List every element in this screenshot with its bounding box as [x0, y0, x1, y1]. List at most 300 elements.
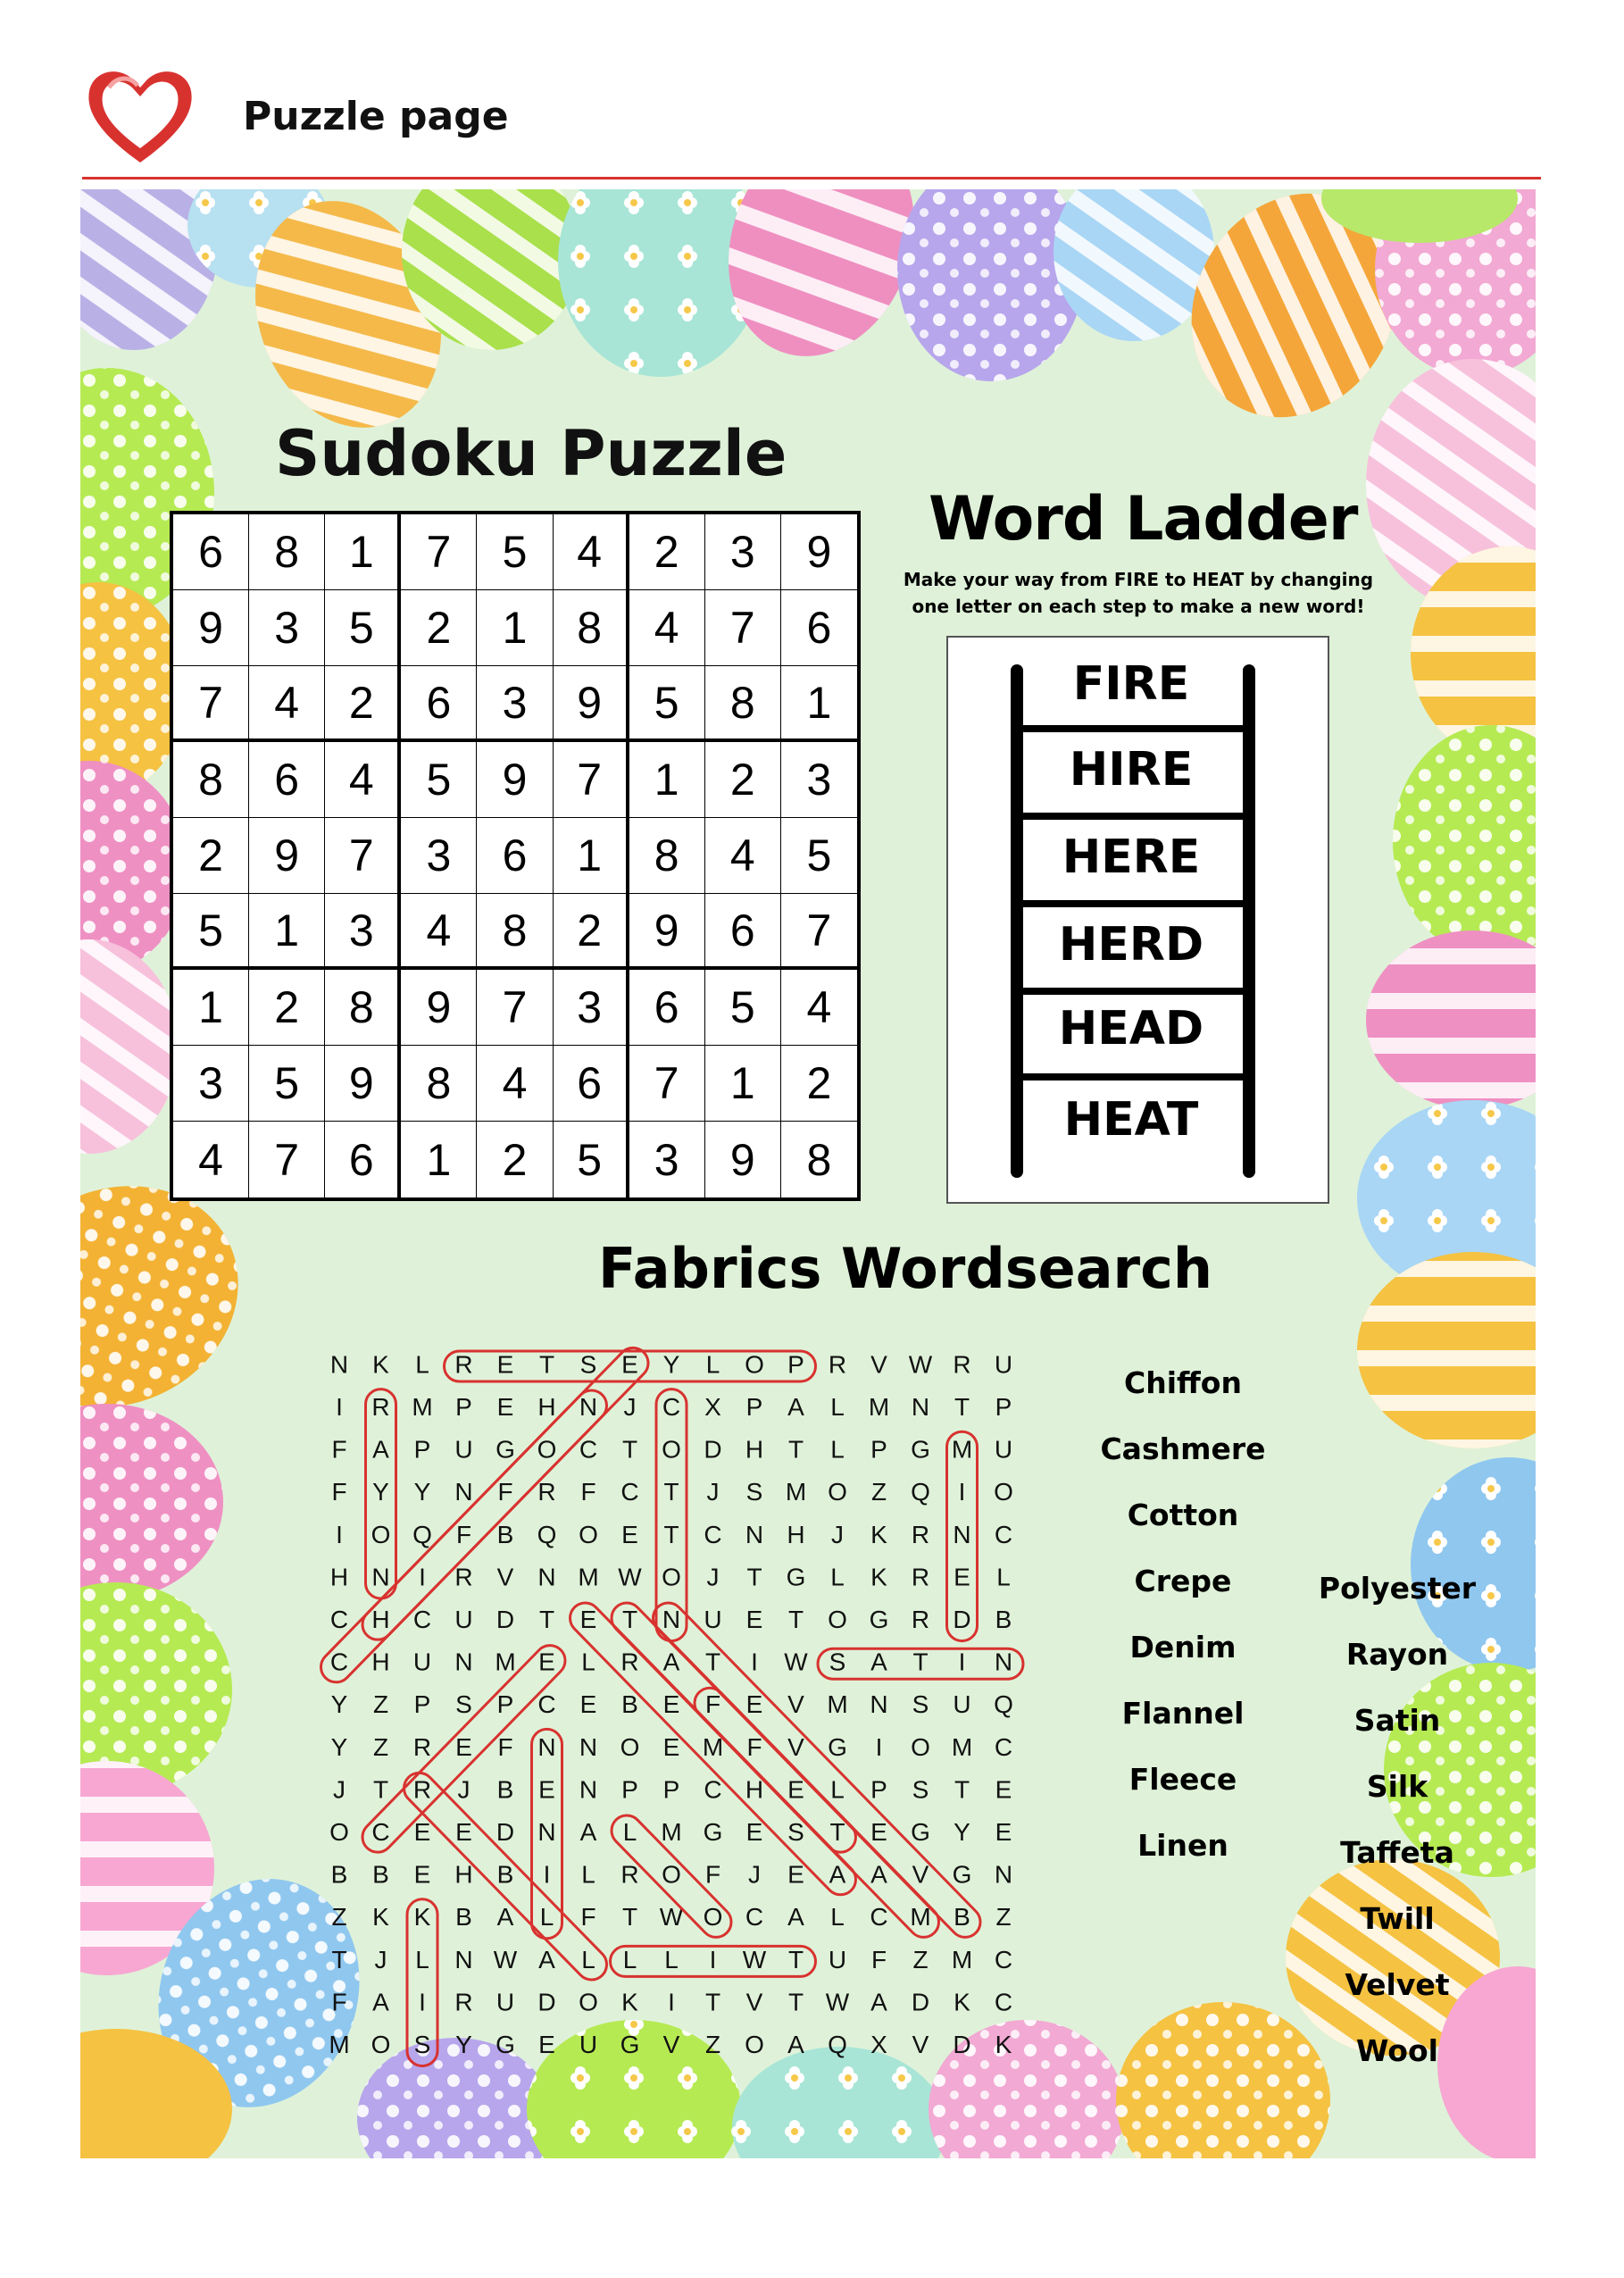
wordsearch-letter: Y: [372, 1478, 389, 1506]
wordsearch-letter: E: [579, 1690, 597, 1719]
sudoku-cell: 5: [325, 590, 401, 666]
wordsearch-letter: R: [371, 1392, 390, 1421]
wordsearch-letter: F: [704, 1860, 721, 1889]
wordsearch-word: Satin: [1353, 1703, 1441, 1738]
wordsearch-letter: K: [372, 1903, 389, 1932]
sudoku-cell: 1: [629, 742, 705, 818]
sudoku-cell: 9: [705, 1122, 781, 1197]
wordsearch-letter: I: [709, 1945, 717, 1973]
wordsearch-letter: M: [868, 1392, 890, 1421]
wordsearch-letter: V: [912, 1860, 929, 1889]
wordsearch-letter: R: [953, 1350, 971, 1379]
wordsearch-letter: L: [622, 1945, 637, 1973]
sudoku-cell: 1: [477, 590, 553, 666]
wordsearch-letter: C: [994, 1945, 1013, 1973]
wordsearch-letter: W: [618, 1563, 642, 1591]
wordsearch-letter: G: [828, 1732, 847, 1761]
wordsearch-word: Taffeta: [1340, 1835, 1454, 1870]
sudoku-cell: 2: [477, 1122, 553, 1197]
sudoku-cell: 3: [705, 514, 781, 590]
wordsearch-letter: N: [371, 1563, 390, 1591]
sudoku-cell: 5: [781, 818, 857, 894]
sudoku-cell: 8: [806, 1134, 832, 1185]
wordsearch-letter: C: [579, 1435, 598, 1464]
sudoku-cell: 2: [705, 742, 781, 818]
wordsearch-letter: J: [457, 1775, 471, 1804]
sudoku-cell: 4: [249, 666, 325, 742]
wordsearch-letter: H: [371, 1605, 390, 1633]
wordsearch-letter: C: [994, 1520, 1013, 1548]
wordsearch-word: Rayon: [1345, 1637, 1449, 1672]
sudoku-cell: 8: [705, 666, 781, 742]
wordsearch-letter: P: [621, 1775, 638, 1804]
ladder-step-word: HIRE: [1069, 743, 1194, 797]
sudoku-cell: 3: [325, 894, 401, 970]
wordsearch-letter: O: [579, 1988, 598, 2016]
sudoku-cell: 7: [781, 894, 857, 970]
wordsearch-letter: B: [496, 1860, 514, 1889]
wordsearch-letter: U: [454, 1605, 473, 1633]
sudoku-cell: 4: [705, 818, 781, 894]
wordsearch-title: Fabrics Wordsearch: [598, 1236, 1212, 1301]
wordsearch-letter: F: [331, 1478, 347, 1506]
wordsearch-letter: M: [827, 1690, 848, 1719]
wordsearch-letter: T: [663, 1520, 679, 1548]
wordsearch-letter: M: [412, 1392, 433, 1421]
sudoku-title: Sudoku Puzzle: [275, 417, 787, 490]
wordsearch-letter: B: [621, 1690, 638, 1719]
wordsearch-letter: N: [454, 1945, 473, 1973]
wordsearch-letter: V: [745, 1988, 763, 2016]
wordsearch-letter: A: [372, 1988, 389, 2016]
wordsearch-letter: L: [830, 1775, 845, 1804]
wordsearch-letter: E: [745, 1690, 763, 1719]
sudoku-cell: 3: [173, 1046, 249, 1122]
wordsearch-letter: E: [455, 1817, 472, 1846]
sudoku-cell: 8: [401, 1046, 477, 1122]
wordsearch-letter: I: [668, 1988, 675, 2016]
wordsearch-letter: W: [742, 1945, 767, 1973]
wordsearch-letter: K: [995, 2030, 1012, 2058]
wordsearch-letter: B: [995, 1605, 1012, 1633]
wordsearch-letter: B: [372, 1860, 389, 1889]
sudoku-cell: 2: [401, 590, 477, 666]
wordsearch-letter: O: [994, 1478, 1013, 1506]
wordsearch-letter: Z: [995, 1903, 1012, 1932]
wordsearch-letter: E: [538, 2030, 555, 2058]
wordsearch-letter: L: [415, 1350, 429, 1379]
wordsearch-letter: P: [413, 1690, 431, 1719]
found-word-loop: [688, 1681, 945, 1943]
wordsearch-letter: N: [579, 1732, 598, 1761]
sudoku-cell: 1: [249, 894, 325, 970]
wordsearch-letter: A: [496, 1903, 514, 1932]
wordsearch-letter: Z: [331, 1903, 347, 1932]
sudoku-cell: 2: [781, 1046, 857, 1122]
wordsearch-word: Wool: [1356, 2033, 1438, 2068]
wordsearch-letter: O: [828, 1605, 847, 1633]
wordsearch-letter: Z: [912, 1945, 929, 1973]
sudoku-cell: 6: [173, 514, 249, 590]
sudoku-cell: 1: [781, 666, 857, 742]
wordsearch-letter: O: [662, 1435, 681, 1464]
wordsearch-letter: X: [704, 1392, 721, 1421]
wordsearch-letter: I: [336, 1520, 343, 1548]
wordsearch-letter: A: [870, 1860, 887, 1889]
wordsearch-letter: M: [329, 2030, 350, 2058]
sudoku-cell: 6: [554, 1046, 629, 1122]
wordsearch-letter: M: [951, 1732, 973, 1761]
sudoku-cell: 9: [325, 1046, 401, 1122]
wordsearch-letter: P: [787, 1350, 804, 1379]
wordsearch-letter: H: [537, 1392, 556, 1421]
wordsearch-letter: V: [870, 1350, 887, 1379]
wordsearch-letter: Y: [413, 1478, 431, 1506]
wordsearch-letter: S: [579, 1350, 597, 1379]
wordsearch-letter: T: [787, 1435, 804, 1464]
sudoku-cell: 3: [554, 970, 629, 1046]
wordsearch-letter: N: [454, 1648, 473, 1676]
wordsearch-letter: N: [870, 1690, 888, 1719]
wordsearch-letter: S: [912, 1775, 929, 1804]
wordsearch-letter: L: [581, 1945, 595, 1973]
wordsearch-letter: N: [953, 1520, 971, 1548]
sudoku-cell: 5: [705, 970, 781, 1046]
sudoku-cell: 7: [249, 1122, 325, 1197]
wordsearch-letter: B: [496, 1775, 514, 1804]
wordsearch-letter: K: [870, 1563, 887, 1591]
wordsearch-word: Fleece: [1128, 1762, 1237, 1797]
wordsearch-letter: K: [413, 1903, 431, 1932]
wordsearch-letter: M: [951, 1945, 973, 1973]
wordsearch-letter: E: [496, 1350, 514, 1379]
wordsearch-letter: A: [662, 1648, 680, 1676]
sudoku-cell: 3: [629, 1122, 705, 1197]
wordsearch-letter: W: [493, 1945, 518, 1973]
wordsearch-letter: W: [908, 1350, 933, 1379]
wordsearch-letter: E: [621, 1520, 638, 1548]
wordsearch-letter: H: [787, 1520, 805, 1548]
sudoku-cell: 8: [325, 970, 401, 1046]
wordsearch-letter: O: [371, 2030, 391, 2058]
sudoku-cell: 5: [249, 1046, 325, 1122]
sudoku-cell: 8: [249, 514, 325, 590]
wordsearch-letter: J: [706, 1478, 720, 1506]
wordsearch-letter: L: [664, 1945, 679, 1973]
wordsearch-letter: U: [454, 1435, 473, 1464]
wordsearch-letter: S: [745, 1478, 763, 1506]
wordsearch-letter: Q: [994, 1690, 1013, 1719]
sudoku-cell: 6: [781, 590, 857, 666]
wordsearch-letter: F: [331, 1988, 347, 2016]
wordsearch-letter: T: [746, 1563, 762, 1591]
wordsearch-letter: C: [704, 1775, 722, 1804]
wordsearch-letter: P: [455, 1392, 472, 1421]
sudoku-cell: 2: [249, 970, 325, 1046]
wordsearch-letter: R: [911, 1605, 930, 1633]
wordsearch-letter: X: [870, 2030, 887, 2058]
sudoku-cell: 2: [173, 818, 249, 894]
wordsearch-letter: S: [912, 1690, 929, 1719]
sudoku-cell: 9: [781, 514, 857, 590]
page-title: Puzzle page: [243, 94, 509, 139]
wordsearch-word: Twill: [1360, 1901, 1435, 1936]
wordsearch-letter: N: [911, 1392, 930, 1421]
wordsearch-letter: A: [829, 1860, 846, 1889]
wordsearch-letter: E: [538, 1648, 555, 1676]
wordsearch-letter: Z: [870, 1478, 887, 1506]
wordsearch-letter: U: [953, 1690, 971, 1719]
wordsearch-words-right: [1303, 1556, 1491, 2084]
wordsearch-letter: A: [787, 1903, 804, 1932]
wordsearch-letter: P: [995, 1392, 1012, 1421]
wordsearch-letter: N: [579, 1392, 598, 1421]
wordsearch-letter: U: [994, 1435, 1013, 1464]
wordsearch-letter: C: [662, 1392, 681, 1421]
header-divider: [82, 177, 1541, 179]
sudoku-cell: 4: [781, 970, 857, 1046]
wordsearch-letter: H: [745, 1775, 764, 1804]
wordsearch-letter: O: [579, 1520, 598, 1548]
wordsearch-letter: G: [786, 1563, 806, 1591]
wordsearch-letter: M: [910, 1903, 931, 1932]
sudoku-cell: 3: [249, 590, 325, 666]
wordsearch-letter: N: [329, 1350, 349, 1379]
wordsearch-letter: D: [704, 1435, 722, 1464]
wordsearch-letter: V: [912, 2030, 929, 2058]
wordsearch-word: Crepe: [1134, 1564, 1232, 1598]
sudoku-cell: 6: [401, 666, 477, 742]
wordsearch-letter: G: [911, 1817, 930, 1846]
wordsearch-letter: R: [620, 1648, 639, 1676]
wordsearch-letter: C: [412, 1605, 432, 1633]
sudoku-cell: 9: [554, 666, 629, 742]
wordsearch-letter: E: [662, 1732, 680, 1761]
wordsearch-letter: W: [659, 1903, 684, 1932]
wordsearch-letter: Y: [662, 1350, 680, 1379]
wordsearch-letter: G: [911, 1435, 930, 1464]
wordsearch-letter: D: [496, 1817, 515, 1846]
wordsearch-letter: P: [870, 1775, 887, 1804]
wordsearch-letter: T: [704, 1648, 721, 1676]
wordsearch-letter: N: [662, 1605, 681, 1633]
puzzle-poster: [80, 189, 1536, 2158]
ladder-step-word: HERD: [1058, 918, 1204, 972]
wordsearch-letter: L: [705, 1350, 720, 1379]
wordsearch-letter: F: [497, 1732, 513, 1761]
wordsearch-letter: T: [621, 1605, 638, 1633]
found-word-loop: [605, 1597, 862, 1858]
sudoku-cell: 6: [325, 1122, 401, 1197]
wordsearch-letter: O: [537, 1435, 557, 1464]
wordsearch-word: Velvet: [1345, 1967, 1450, 2002]
wordsearch-letter: T: [621, 1903, 638, 1932]
sudoku-cell: 7: [325, 818, 401, 894]
sudoku-cell: 7: [173, 666, 249, 742]
wordsearch-letter: Q: [537, 1520, 557, 1548]
wordsearch-letter: E: [745, 1605, 763, 1633]
wordsearch-letter: A: [372, 1435, 389, 1464]
wordsearch-letter: Y: [330, 1690, 348, 1719]
wordsearch-letter: J: [831, 1520, 844, 1548]
wordsearch-letter: O: [745, 2030, 764, 2058]
wordsearch-letter: F: [455, 1520, 472, 1548]
wordsearch-letter: S: [787, 1817, 804, 1846]
wordsearch-word: Cashmere: [1100, 1431, 1266, 1466]
wordsearch-letter: W: [825, 1988, 850, 2016]
wordsearch-letter: E: [787, 1860, 804, 1889]
wordsearch-letter: O: [911, 1732, 930, 1761]
wordsearch-letter: N: [537, 1732, 556, 1761]
wordsearch-word: Silk: [1366, 1769, 1428, 1804]
wordsearch-letter: T: [787, 1988, 804, 2016]
sudoku-cell: 8: [173, 742, 249, 818]
wordsearch-letter: V: [787, 1732, 804, 1761]
wordsearch-letter: Z: [372, 1732, 389, 1761]
sudoku-cell: 3: [781, 742, 857, 818]
wordsearch-letter: L: [996, 1563, 1011, 1591]
wordsearch-letter: T: [538, 1605, 555, 1633]
wordsearch-letter: I: [958, 1648, 966, 1676]
wordsearch-letter: C: [371, 1817, 390, 1846]
sudoku-cell: 6: [477, 818, 553, 894]
wordsearch-letter: U: [496, 1988, 515, 2016]
wordsearch-letter: M: [951, 1435, 973, 1464]
wordsearch-letter: C: [537, 1690, 556, 1719]
wordsearch-letter: I: [751, 1648, 758, 1676]
wordsearch-letter: T: [704, 1988, 721, 2016]
wordsearch-letter: B: [455, 1903, 472, 1932]
wordsearch-letter: R: [828, 1350, 847, 1379]
wordsearch-letter: A: [538, 1945, 555, 1973]
wordsearch-letter: J: [748, 1860, 761, 1889]
wordsearch-letter: R: [454, 1988, 473, 2016]
wordsearch-letter: L: [830, 1435, 845, 1464]
wordsearch-letter: N: [994, 1860, 1013, 1889]
wordsearch-word: Polyester: [1318, 1571, 1477, 1606]
wordsearch-letter: H: [371, 1648, 390, 1676]
wordsearch-letter: B: [954, 1903, 970, 1932]
wordsearch-letter: N: [994, 1648, 1013, 1676]
wordsearch-letter: Z: [372, 1690, 389, 1719]
sudoku-cell: 5: [554, 1122, 629, 1197]
wordsearch-letter: C: [745, 1903, 764, 1932]
sudoku-cell: 9: [249, 818, 325, 894]
wordsearch-letter: M: [785, 1478, 807, 1506]
wordsearch-letter: O: [620, 1732, 640, 1761]
wordsearch-letter: G: [703, 1817, 723, 1846]
wordsearch-letter: T: [663, 1478, 679, 1506]
wordsearch-letter: L: [830, 1903, 845, 1932]
sudoku-cell: 6: [629, 970, 705, 1046]
wordsearch-letter: C: [329, 1605, 349, 1633]
sudoku-cell: 2: [554, 894, 629, 970]
wordsearch-letter: Q: [828, 2030, 847, 2058]
wordsearch-letter: C: [620, 1478, 639, 1506]
wordsearch-letter: P: [496, 1690, 514, 1719]
sudoku-cell: 7: [629, 1046, 705, 1122]
sudoku-cell: 2: [325, 666, 401, 742]
wordsearch-letter: D: [537, 1988, 556, 2016]
sudoku-cell: 5: [477, 514, 553, 590]
sudoku-cell: 5: [173, 894, 249, 970]
wordsearch-letter: I: [336, 1392, 343, 1421]
wordsearch-letter: P: [413, 1435, 431, 1464]
wordsearch-letter: U: [828, 1945, 847, 1973]
sudoku-cell: 4: [325, 742, 401, 818]
wordsearch-letter: N: [579, 1775, 598, 1804]
wordsearch-letter: E: [662, 1690, 680, 1719]
sudoku-cell: 1: [325, 514, 401, 590]
wordsearch-letter: H: [454, 1860, 473, 1889]
wordsearch-letter: G: [869, 1605, 889, 1633]
word-ladder-instructions: Make your way from FIRE to HEAT by changing one letter on each step to make a new word!: [903, 569, 1374, 617]
wordsearch-letter: L: [539, 1903, 554, 1932]
wordsearch-letter: F: [497, 1478, 513, 1506]
sudoku-cell: 1: [401, 1122, 477, 1197]
wordsearch-letter: E: [413, 1860, 431, 1889]
ladder-step-word: HEAT: [1063, 1093, 1199, 1147]
wordsearch-letter: G: [952, 1860, 972, 1889]
sudoku-cell: 2: [629, 514, 705, 590]
wordsearch-letter: E: [621, 1350, 638, 1379]
wordsearch-letter: T: [954, 1775, 970, 1804]
sudoku-cell: 6: [249, 742, 325, 818]
wordsearch-letter: F: [704, 1690, 721, 1719]
wordsearch-letter: M: [702, 1732, 724, 1761]
wordsearch-letter: U: [412, 1648, 432, 1676]
wordsearch-letter: J: [374, 1945, 387, 1973]
sudoku-cell: 4: [554, 514, 629, 590]
wordsearch-letter: R: [412, 1775, 432, 1804]
sudoku-cell: 9: [477, 742, 553, 818]
wordsearch-letter: L: [830, 1392, 845, 1421]
wordsearch-letter: I: [875, 1732, 883, 1761]
wordsearch-letter: S: [455, 1690, 472, 1719]
sudoku-cell: 8: [554, 590, 629, 666]
wordsearch-letter: Y: [455, 2030, 472, 2058]
sudoku-cell: 8: [477, 894, 553, 970]
sudoku-cell: 7: [401, 514, 477, 590]
wordsearch-word: Cotton: [1127, 1498, 1239, 1532]
sudoku-cell: 5: [401, 742, 477, 818]
wordsearch-letter: T: [538, 1350, 555, 1379]
wordsearch-letter: I: [419, 1563, 426, 1591]
wordsearch-letter: N: [454, 1478, 473, 1506]
wordsearch-word: Flannel: [1121, 1696, 1245, 1731]
sudoku-cell: 8: [629, 818, 705, 894]
wordsearch-letter: E: [455, 1732, 472, 1761]
wordsearch-letter: T: [787, 1605, 804, 1633]
wordsearch-word: Denim: [1129, 1630, 1237, 1665]
wordsearch-letter: D: [953, 2030, 971, 2058]
wordsearch-letter: O: [329, 1817, 349, 1846]
sudoku-cell: 9: [629, 894, 705, 970]
sudoku-cell: 4: [629, 590, 705, 666]
sudoku-cell: 7: [554, 742, 629, 818]
wordsearch-letter: E: [995, 1817, 1012, 1846]
wordsearch-letter: E: [496, 1392, 514, 1421]
wordsearch-words-left: [1085, 1350, 1281, 1879]
wordsearch-letter: R: [412, 1732, 432, 1761]
wordsearch-letter: R: [537, 1478, 556, 1506]
wordsearch-letter: D: [911, 1988, 930, 2016]
wordsearch-letter: V: [662, 2030, 680, 2058]
wordsearch-letter: R: [911, 1520, 930, 1548]
wordsearch-letter: N: [537, 1817, 556, 1846]
sudoku-cell: 4: [173, 1122, 249, 1197]
wordsearch-letter: P: [745, 1392, 763, 1421]
